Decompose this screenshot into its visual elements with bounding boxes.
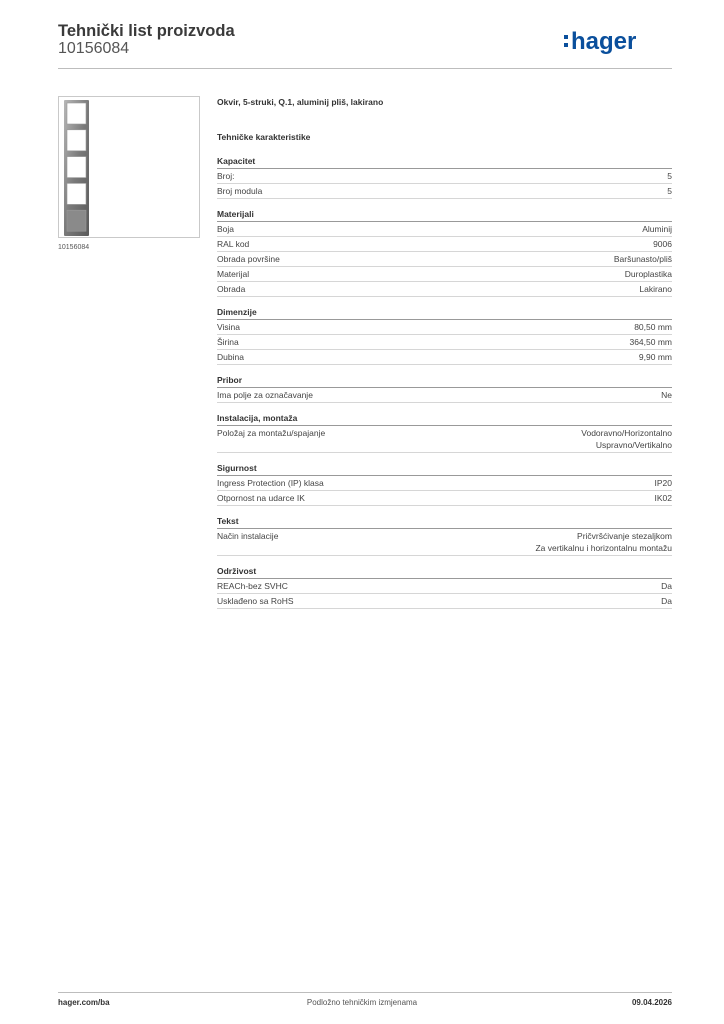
spec-row bbox=[217, 388, 672, 403]
spec-value bbox=[535, 530, 672, 554]
spec-sections bbox=[217, 155, 672, 609]
spec-label: Ima polje za označavanje bbox=[217, 390, 313, 400]
spec-row bbox=[217, 476, 672, 491]
product-image bbox=[58, 96, 200, 238]
spec-value-line: Duroplastika bbox=[624, 269, 672, 279]
section-title: Pribor bbox=[217, 374, 672, 388]
spec-value bbox=[661, 580, 672, 592]
spec-label: Broj modula bbox=[217, 186, 263, 196]
spec-section bbox=[217, 306, 672, 365]
spec-row bbox=[217, 320, 672, 335]
spec-label: Boja bbox=[217, 224, 235, 234]
spec-section bbox=[217, 462, 672, 506]
section-title: Materijali bbox=[217, 208, 672, 222]
spec-value bbox=[639, 351, 672, 363]
spec-value-line: 80,50 mm bbox=[634, 322, 672, 332]
spec-value bbox=[639, 283, 672, 295]
section-title: Dimenzije bbox=[217, 306, 672, 320]
spec-label: Usklađeno sa RoHS bbox=[217, 596, 294, 606]
footer-notice: Podložno tehničkim izmjenama bbox=[306, 998, 418, 1007]
spec-row bbox=[217, 237, 672, 252]
hager-logo bbox=[562, 26, 672, 56]
spec-value-line: Pričvršćivanje stezaljkom bbox=[577, 531, 672, 541]
tech-characteristics-heading: Tehničke karakteristike bbox=[217, 132, 311, 142]
spec-value-line: Lakirano bbox=[639, 284, 672, 294]
frame-illustration bbox=[59, 97, 199, 237]
section-title: Kapacitet bbox=[217, 155, 672, 169]
module-slot bbox=[67, 210, 86, 231]
spec-content bbox=[217, 96, 672, 618]
spec-label: Položaj za montažu/spajanje bbox=[217, 428, 326, 438]
spec-label: Otpornost na udarce IK bbox=[217, 493, 305, 503]
footer-date: 09.04.2026 bbox=[631, 998, 672, 1007]
spec-value bbox=[625, 268, 672, 280]
spec-value bbox=[581, 427, 672, 451]
spec-label: Obrada površine bbox=[217, 254, 280, 264]
image-caption: 10156084 bbox=[58, 244, 90, 251]
spec-value-line: Aluminij bbox=[642, 224, 672, 234]
spec-value bbox=[634, 321, 672, 333]
document-title: Tehnički list proizvoda bbox=[58, 22, 235, 40]
spec-value bbox=[614, 253, 672, 265]
spec-value bbox=[661, 595, 672, 607]
spec-row bbox=[217, 282, 672, 297]
product-description: Okvir, 5-struki, Q.1, aluminij pliš, lakirano bbox=[217, 97, 384, 107]
spec-value-line: Ne bbox=[661, 390, 672, 400]
header-divider bbox=[58, 68, 672, 69]
spec-row bbox=[217, 350, 672, 365]
spec-section bbox=[217, 155, 672, 199]
spec-row bbox=[217, 222, 672, 237]
section-title: Održivost bbox=[217, 565, 672, 579]
module-slot bbox=[67, 183, 86, 204]
spec-value-line: 364,50 mm bbox=[629, 337, 672, 347]
document-number: 10156084 bbox=[58, 40, 130, 57]
section-title: Instalacija, montaža bbox=[217, 412, 672, 426]
module-slot bbox=[67, 130, 86, 151]
spec-label: RAL kod bbox=[217, 239, 250, 249]
spec-section bbox=[217, 565, 672, 609]
spec-value bbox=[642, 223, 672, 235]
spec-section bbox=[217, 412, 672, 453]
spec-value-line: Baršunasto/pliš bbox=[613, 254, 672, 264]
spec-value-line: Za vertikalnu i horizontalnu montažu bbox=[535, 543, 672, 553]
spec-label: Materijal bbox=[217, 269, 250, 279]
spec-value-line: Vodoravno/Horizontalno bbox=[581, 428, 672, 438]
spec-label: Obrada bbox=[217, 284, 246, 294]
spec-section bbox=[217, 515, 672, 556]
spec-row bbox=[217, 252, 672, 267]
module-slot bbox=[67, 103, 86, 124]
module-slot bbox=[67, 157, 86, 178]
spec-value-line: 5 bbox=[667, 171, 672, 181]
spec-value bbox=[661, 389, 672, 401]
spec-value-line: IP20 bbox=[654, 478, 672, 488]
spec-label: Širina bbox=[217, 337, 239, 347]
spec-label: Visina bbox=[217, 322, 240, 332]
spec-value-line: 9,90 mm bbox=[638, 352, 672, 362]
spec-label: Broj: bbox=[217, 171, 235, 181]
spec-row bbox=[217, 267, 672, 282]
spec-row bbox=[217, 169, 672, 184]
spec-label: Dubina bbox=[217, 352, 244, 362]
spec-row bbox=[217, 184, 672, 199]
section-title: Tekst bbox=[217, 515, 672, 529]
spec-label: Način instalacije bbox=[217, 531, 279, 541]
spec-row bbox=[217, 594, 672, 609]
spec-value-line: IK02 bbox=[654, 493, 672, 503]
footer-divider bbox=[58, 992, 672, 993]
spec-label: Ingress Protection (IP) klasa bbox=[217, 478, 324, 488]
spec-value-line: 5 bbox=[667, 186, 672, 196]
spec-row bbox=[217, 579, 672, 594]
spec-value-line: Da bbox=[661, 581, 672, 591]
spec-row bbox=[217, 335, 672, 350]
spec-label: REACh-bez SVHC bbox=[217, 581, 288, 591]
spec-row bbox=[217, 529, 672, 556]
spec-value-line: 9006 bbox=[653, 239, 672, 249]
spec-row bbox=[217, 426, 672, 453]
page-header bbox=[58, 20, 672, 70]
spec-section bbox=[217, 208, 672, 297]
spec-value bbox=[667, 185, 672, 197]
spec-value-line: Da bbox=[661, 596, 672, 606]
footer-website: hager.com/ba bbox=[58, 998, 110, 1007]
spec-value bbox=[655, 477, 673, 489]
spec-value-line: Uspravno/Vertikalno bbox=[595, 440, 672, 450]
spec-value bbox=[655, 492, 673, 504]
spec-row bbox=[217, 491, 672, 506]
spec-value bbox=[629, 336, 672, 348]
spec-value bbox=[653, 238, 672, 250]
spec-value bbox=[667, 170, 672, 182]
spec-section bbox=[217, 374, 672, 403]
logo-text: hager bbox=[571, 28, 637, 55]
section-title: Sigurnost bbox=[217, 462, 672, 476]
